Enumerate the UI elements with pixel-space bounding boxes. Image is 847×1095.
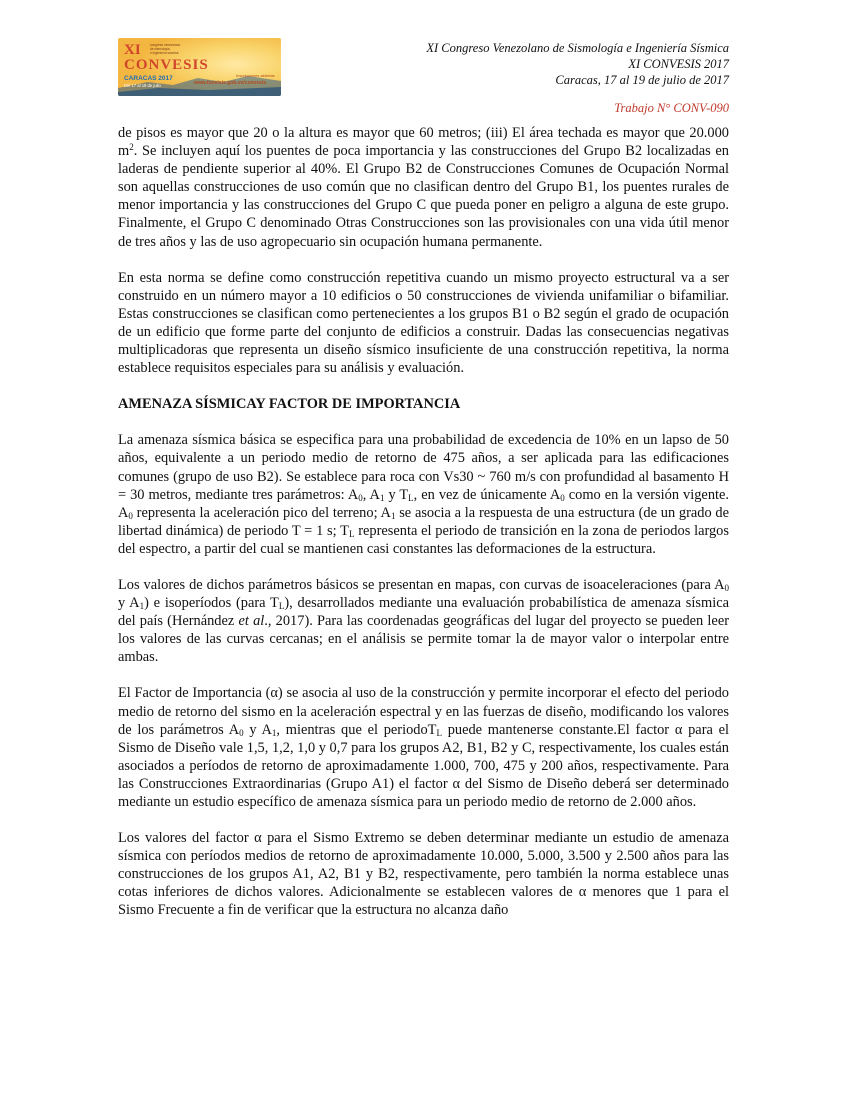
header-congress-name: XI Congreso Venezolano de Sismología e Ingeniería Sísmica [426,41,729,55]
logo-city: CARACAS 2017 [124,75,173,82]
paragraph-6: Los valores del factor α para el Sismo Extremo se deben determinar mediante un estudio de amenaza sísmica con períodos medios de retorno de aproximadamente 10.000, 5.000, 3.500 y 2.500 años para las construcciones de los grupos A1, A2, B1 y B2, respectivamente, pero también la norma establece unas cotas inferiores de dichos valores. Adicionalmente se establecen valores de α menores que 1 para el Sismo Frecuente a fin de verificar que la estructura no alcanza daño [118,830,729,919]
conference-header [426,40,729,116]
convesis-logo [118,38,281,96]
logo-title-xi: XI [124,42,141,58]
paragraph-1: de pisos es mayor que 20 o la altura es mayor que 60 metros; (iii) El área techada es mayor que 20.000 $m^2$. Se incluyen aquí los puentes de poca importancia y las construcciones del Grupo B2 localizadas en laderas de pendiente superior al 40%. El Grupo B2 de Construcciones Comunes de Ocupación Normal son aquellas construcciones de uso común que no clasifican dentro del Grupo B1, los puentes rurales de menor importancia y las construcciones del Grupo C que pueda poner en peligro a alguna de este grupo. Finalmente, el Grupo C denominado Otras Construcciones son las provisionales con una vida útil menor de tres años y las de uso agropecuario sin ocupación humana permanente. [118,125,729,250]
header-paper-number: Trabajo N° CONV-090 [614,101,729,115]
header-date-place: Caracas, 17 al 19 de julio de 2017 [555,73,729,87]
logo-title-convesis: CONVESIS [124,57,209,73]
paragraph-4: Los valores de dichos parámetros básicos se presentan en mapas, con curvas de isoaceleraciones (para $A_0$ y $A_1$) e isoperíodos (para $T_L$), desarrollados mediante una evaluación probabilística de amenaza sísmica del país (Hernández et al., 2017). Para las coordenadas geográficas del lugar del proyecto se pueden leer los valores de las curvas cercanas; en el análisis se permite tomar la de mayor valor o interpolar entre ambas. [118,576,729,666]
paragraph-2: En esta norma se define como construcción repetitiva cuando un mismo proyecto estructural va a ser construido en un número mayor a 10 edificios o 50 construcciones de vivienda unifamiliar o bifamiliar. Estas construcciones se clasifican como pertenecientes a los grupos B1 o B2 según el grado de ocupación de un edificio que forme parte del conjunto de edificios a construir. Dadas las consecuencias negativas multiplicadoras que representa un diseño sísmico insuficiente de una construcción repetitiva, la norma establece requisitos especiales para su análisis y evaluación. [118,269,729,377]
logo-inscriptions: Inscripciones abiertas [236,73,275,78]
svg-text:congreso venezolano: congreso venezolano [150,43,181,47]
paragraph-3: La amenaza sísmica básica se especifica para una probabilidad de excedencia de 10% en un lapso de 50 años, equivalente a un periodo medio de retorno de 475 años, a ser aplicada para las edificaciones comunes (grupo de uso B2). Se establece para roca con Vs30 ~ 760 m/s con profundidad al basamento H = 30 metros, mediante tres parámetros: $A_0$, $A_1$ y $T_L$, en vez de únicamente $A_0$ como en la versión vigente. $A_0$ representa la aceleración pico del terreno; $A_1$ se asocia a la respuesta de una estructura (de un grado de libertad dinámica) de periodo T = 1 s; $T_L$ representa el periodo de transición en la zona de periodos largos del espectro, a partir del cual se mantienen casi constantes las deformaciones de la estructura. [118,432,729,557]
paragraph-5: El Factor de Importancia (α) se asocia al uso de la construcción y permite incorporar el efecto del periodo medio de retorno del sismo en la aceleración espectral y en las fuerzas de diseño, modificando los valores de los parámetros $A_0$ y $A_1$, mientras que el periodoT$_L$ puede mantenerse constante.El factor α para el Sismo de Diseño vale 1,5, 1,2, 1,0 y 0,7 para los grupos A2, B1, B2 y C, respectivamente, los cuales están asociados a períodos de retorno de aproximadamente 1.000, 700, 475 y 200 años, respectivamente. Para las Construcciones Extraordinarias (Grupo A1) el factor α del Sismo de Diseño deberá ser determinado mediante un estudio específico de amenaza sísmica para un periodo medio de retorno de 2.000 años. [118,685,729,810]
logo-dates: Del 17 al 19 de julio [124,83,161,88]
paper-body [118,124,729,938]
logo-url: www.funvisis.gob.ve/convesis [194,80,267,86]
svg-text:de sismología: de sismología [150,47,170,51]
header-edition: XI CONVESIS 2017 [628,57,729,71]
section-heading: AMENAZA SÍSMICAY FACTOR DE IMPORTANCIA [118,396,461,413]
svg-text:e ingeniería sísmica: e ingeniería sísmica [150,51,179,55]
